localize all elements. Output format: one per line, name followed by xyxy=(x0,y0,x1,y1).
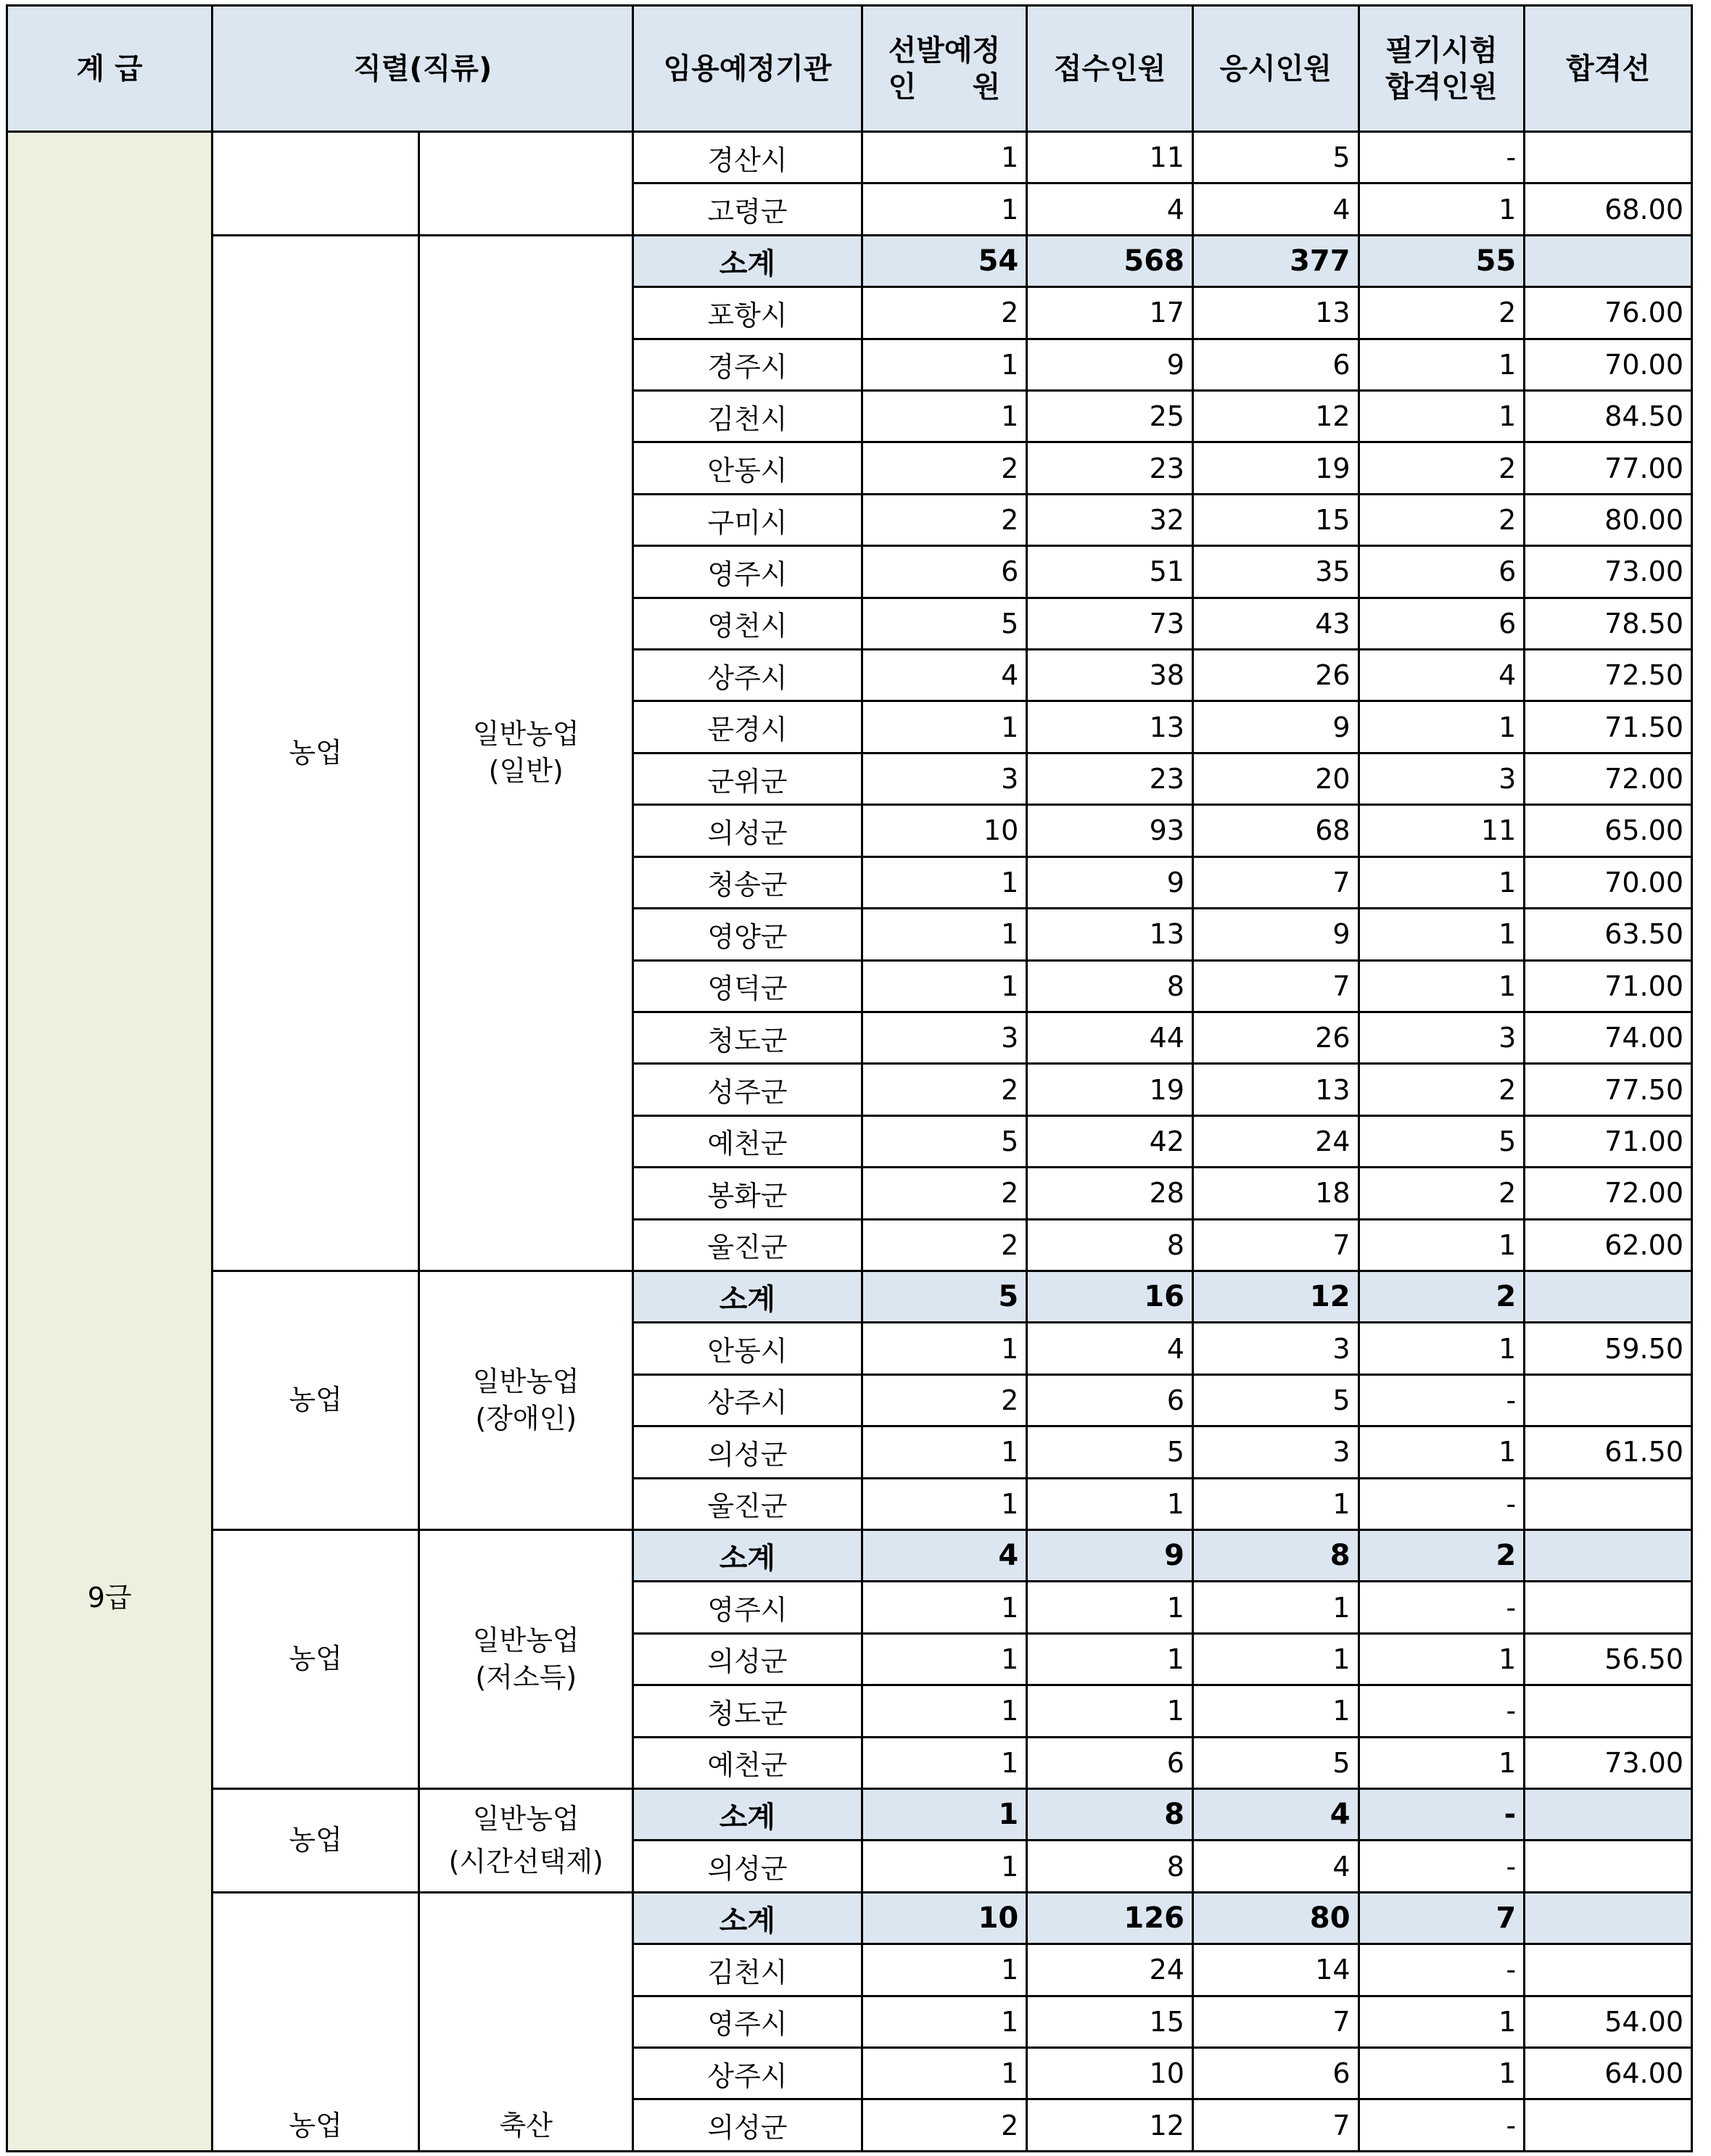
planned-cell: 2 xyxy=(862,287,1027,339)
applicants-cell: 44 xyxy=(1027,1012,1193,1063)
examinees-cell: 13 xyxy=(1192,1064,1359,1115)
planned-cell: 1 xyxy=(862,391,1027,442)
planned-cell: 1 xyxy=(862,1633,1027,1685)
agency-cell: 소계 xyxy=(633,1789,862,1841)
planned-cell: 1 xyxy=(862,1841,1027,1892)
agency-cell: 성주군 xyxy=(633,1064,862,1115)
applicants-cell: 23 xyxy=(1027,442,1193,494)
subcategory-line2: (장애인) xyxy=(475,1402,577,1434)
planned-cell: 1 xyxy=(862,701,1027,753)
examinees-cell: 7 xyxy=(1192,1219,1359,1271)
agency-cell: 울진군 xyxy=(633,1219,862,1271)
planned-cell: 3 xyxy=(862,1012,1027,1063)
passed-cell: 1 xyxy=(1359,701,1525,753)
agency-cell: 청도군 xyxy=(633,1012,862,1063)
cutoff-cell xyxy=(1525,132,1692,183)
cutoff-cell xyxy=(1525,1374,1692,1426)
agency-cell: 예천군 xyxy=(633,1115,862,1167)
agency-cell: 안동시 xyxy=(633,442,862,494)
agency-cell: 경산시 xyxy=(633,132,862,183)
applicants-cell: 11 xyxy=(1027,132,1193,183)
planned-cell: 2 xyxy=(862,494,1027,545)
header-planned xyxy=(862,6,1027,132)
agency-cell: 구미시 xyxy=(633,494,862,545)
cutoff-cell: 71.00 xyxy=(1525,1115,1692,1167)
passed-cell: - xyxy=(1359,1582,1525,1633)
examinees-cell: 26 xyxy=(1192,650,1359,701)
cutoff-cell: 77.00 xyxy=(1525,442,1692,494)
subcategory-line1: 일반농업 xyxy=(472,1803,580,1835)
planned-cell: 1 xyxy=(862,132,1027,183)
category-label: 농업 xyxy=(289,1824,342,1856)
passed-cell: 6 xyxy=(1359,598,1525,649)
examinees-cell: 4 xyxy=(1192,183,1359,235)
planned-cell: 1 xyxy=(862,1685,1027,1737)
applicants-cell: 12 xyxy=(1027,2099,1193,2152)
applicants-cell: 19 xyxy=(1027,1064,1193,1115)
cutoff-cell xyxy=(1525,1841,1692,1892)
subcategory-line1: 일반농업 xyxy=(472,718,580,751)
category-label: 농업 xyxy=(289,1643,342,1675)
applicants-cell: 8 xyxy=(1027,1219,1193,1271)
passed-cell: 2 xyxy=(1359,287,1525,339)
planned-cell: 1 xyxy=(862,183,1027,235)
examinees-cell: 18 xyxy=(1192,1168,1359,1219)
applicants-cell: 4 xyxy=(1027,1323,1193,1374)
planned-cell: 1 xyxy=(862,856,1027,908)
planned-cell: 2 xyxy=(862,1219,1027,1271)
agency-cell: 안동시 xyxy=(633,1323,862,1374)
passed-cell: - xyxy=(1359,1374,1525,1426)
cutoff-cell: 78.50 xyxy=(1525,598,1692,649)
header-cutoff: 합격선 xyxy=(1525,6,1692,132)
applicants-cell: 25 xyxy=(1027,391,1193,442)
examinees-cell: 43 xyxy=(1192,598,1359,649)
agency-cell: 영주시 xyxy=(633,1996,862,2047)
planned-cell: 1 xyxy=(862,960,1027,1012)
examinees-cell: 20 xyxy=(1192,753,1359,804)
planned-cell: 2 xyxy=(862,1168,1027,1219)
examinees-cell: 26 xyxy=(1192,1012,1359,1063)
passed-cell: 1 xyxy=(1359,1737,1525,1788)
examinees-cell: 377 xyxy=(1192,235,1359,286)
agency-cell: 의성군 xyxy=(633,805,862,856)
examinees-cell: 13 xyxy=(1192,287,1359,339)
passed-cell: 2 xyxy=(1359,442,1525,494)
cutoff-cell: 64.00 xyxy=(1525,2048,1692,2099)
applicants-cell: 4 xyxy=(1027,183,1193,235)
applicants-cell: 1 xyxy=(1027,1633,1193,1685)
cutoff-cell: 71.50 xyxy=(1525,701,1692,753)
agency-cell: 영양군 xyxy=(633,909,862,960)
agency-cell: 울진군 xyxy=(633,1478,862,1529)
agency-cell: 영천시 xyxy=(633,598,862,649)
cutoff-cell xyxy=(1525,2099,1692,2152)
cutoff-cell: 63.50 xyxy=(1525,909,1692,960)
subcategory-line2: (시간선택제) xyxy=(448,1845,603,1878)
header-planned-line1: 선발예정 xyxy=(888,33,1001,67)
applicants-cell: 8 xyxy=(1027,1841,1193,1892)
applicants-cell: 17 xyxy=(1027,287,1193,339)
planned-cell: 1 xyxy=(862,339,1027,390)
applicants-cell: 23 xyxy=(1027,753,1193,804)
applicants-cell: 9 xyxy=(1027,1529,1193,1581)
category-cell xyxy=(213,1892,419,2151)
passed-cell: 2 xyxy=(1359,1064,1525,1115)
passed-cell: 1 xyxy=(1359,183,1525,235)
passed-cell: 2 xyxy=(1359,494,1525,545)
passed-cell: 1 xyxy=(1359,909,1525,960)
passed-cell: 11 xyxy=(1359,805,1525,856)
subcategory-cell xyxy=(419,235,633,1271)
grade-label: 9급 xyxy=(87,1581,132,1614)
agency-cell: 봉화군 xyxy=(633,1168,862,1219)
header-planned-line2a: 인 xyxy=(888,70,917,104)
planned-cell: 1 xyxy=(862,2048,1027,2099)
cutoff-cell: 70.00 xyxy=(1525,856,1692,908)
passed-cell: - xyxy=(1359,1944,1525,1996)
examinees-cell: 35 xyxy=(1192,546,1359,598)
cutoff-cell: 73.00 xyxy=(1525,1737,1692,1788)
planned-cell: 4 xyxy=(862,1529,1027,1581)
subcategory-line1: 축산 xyxy=(499,2109,553,2141)
header-row xyxy=(7,6,1692,132)
passed-cell: 1 xyxy=(1359,1219,1525,1271)
subcategory-cell xyxy=(419,1529,633,1788)
cutoff-cell xyxy=(1525,1789,1692,1841)
examinees-cell: 9 xyxy=(1192,909,1359,960)
planned-cell: 4 xyxy=(862,650,1027,701)
examinees-cell: 68 xyxy=(1192,805,1359,856)
examinees-cell: 14 xyxy=(1192,1944,1359,1996)
passed-cell: 2 xyxy=(1359,1271,1525,1322)
examinees-cell: 4 xyxy=(1192,1789,1359,1841)
subtotal-row xyxy=(7,1271,1692,1322)
examinees-cell: 6 xyxy=(1192,339,1359,390)
passed-cell: 1 xyxy=(1359,856,1525,908)
applicants-cell: 10 xyxy=(1027,2048,1193,2099)
subcategory-cell xyxy=(419,1789,633,1893)
agency-cell: 고령군 xyxy=(633,183,862,235)
passed-cell: 1 xyxy=(1359,2048,1525,2099)
table-row xyxy=(7,132,1692,183)
cutoff-cell: 80.00 xyxy=(1525,494,1692,545)
planned-cell: 2 xyxy=(862,2099,1027,2152)
header-applicants: 접수인원 xyxy=(1027,6,1193,132)
applicants-cell: 24 xyxy=(1027,1944,1193,1996)
examinees-cell: 7 xyxy=(1192,1996,1359,2047)
passed-cell: 1 xyxy=(1359,1323,1525,1374)
agency-cell: 군위군 xyxy=(633,753,862,804)
passed-cell: 1 xyxy=(1359,1996,1525,2047)
cutoff-cell: 74.00 xyxy=(1525,1012,1692,1063)
applicants-cell: 13 xyxy=(1027,701,1193,753)
category-label: 농업 xyxy=(289,736,342,769)
subcategory-line2: (저소득) xyxy=(475,1661,577,1693)
examinees-cell: 12 xyxy=(1192,1271,1359,1322)
passed-cell: 7 xyxy=(1359,1892,1525,1944)
cutoff-cell xyxy=(1525,1685,1692,1737)
planned-cell: 10 xyxy=(862,805,1027,856)
examinees-cell: 3 xyxy=(1192,1323,1359,1374)
category-cell xyxy=(213,1529,419,1788)
header-passed-line1: 필기시험 xyxy=(1385,33,1498,67)
cutoff-cell xyxy=(1525,1529,1692,1581)
agency-cell: 소계 xyxy=(633,1892,862,1944)
applicants-cell: 1 xyxy=(1027,1582,1193,1633)
planned-cell: 1 xyxy=(862,1478,1027,1529)
planned-cell: 1 xyxy=(862,1789,1027,1841)
agency-cell: 청송군 xyxy=(633,856,862,908)
planned-cell: 10 xyxy=(862,1892,1027,1944)
planned-cell: 5 xyxy=(862,1271,1027,1322)
cutoff-cell: 84.50 xyxy=(1525,391,1692,442)
cutoff-cell xyxy=(1525,1944,1692,1996)
agency-cell: 의성군 xyxy=(633,1426,862,1478)
applicants-cell: 1 xyxy=(1027,1478,1193,1529)
applicants-cell: 28 xyxy=(1027,1168,1193,1219)
cutoff-cell: 61.50 xyxy=(1525,1426,1692,1478)
applicants-cell: 73 xyxy=(1027,598,1193,649)
subcategory-line1: 일반농업 xyxy=(472,1365,580,1397)
cutoff-cell: 72.00 xyxy=(1525,753,1692,804)
subcategory-cell xyxy=(419,1892,633,2151)
subtotal-row xyxy=(7,235,1692,286)
passed-cell: 1 xyxy=(1359,391,1525,442)
examinees-cell: 1 xyxy=(1192,1478,1359,1529)
category-cell xyxy=(213,1271,419,1529)
cutoff-cell: 73.00 xyxy=(1525,546,1692,598)
applicants-cell: 126 xyxy=(1027,1892,1193,1944)
passed-cell: 5 xyxy=(1359,1115,1525,1167)
applicants-cell: 568 xyxy=(1027,235,1193,286)
agency-cell: 소계 xyxy=(633,235,862,286)
agency-cell: 포항시 xyxy=(633,287,862,339)
applicants-cell: 9 xyxy=(1027,856,1193,908)
examinees-cell: 1 xyxy=(1192,1633,1359,1685)
cutoff-cell: 62.00 xyxy=(1525,1219,1692,1271)
agency-cell: 영주시 xyxy=(633,1582,862,1633)
examinees-cell: 5 xyxy=(1192,132,1359,183)
passed-cell: 1 xyxy=(1359,1426,1525,1478)
header-passed-line2: 합격인원 xyxy=(1385,70,1498,104)
applicants-cell: 6 xyxy=(1027,1374,1193,1426)
applicants-cell: 5 xyxy=(1027,1426,1193,1478)
examinees-cell: 19 xyxy=(1192,442,1359,494)
examinees-cell: 1 xyxy=(1192,1582,1359,1633)
exam-results-table xyxy=(6,4,1693,2152)
agency-cell: 상주시 xyxy=(633,2048,862,2099)
planned-cell: 1 xyxy=(862,1323,1027,1374)
subtotal-row xyxy=(7,1892,1692,1944)
header-examinees: 응시인원 xyxy=(1192,6,1359,132)
cutoff-cell: 54.00 xyxy=(1525,1996,1692,2047)
passed-cell: - xyxy=(1359,1789,1525,1841)
cutoff-cell xyxy=(1525,1892,1692,1944)
subcategory-line2: (일반) xyxy=(488,755,564,788)
cutoff-cell xyxy=(1525,1478,1692,1529)
category-label: 농업 xyxy=(289,1384,342,1416)
applicants-cell: 42 xyxy=(1027,1115,1193,1167)
cutoff-cell xyxy=(1525,235,1692,286)
header-passed xyxy=(1359,6,1525,132)
cutoff-cell: 72.50 xyxy=(1525,650,1692,701)
agency-cell: 의성군 xyxy=(633,2099,862,2152)
cutoff-cell: 68.00 xyxy=(1525,183,1692,235)
passed-cell: 1 xyxy=(1359,1633,1525,1685)
header-agency: 임용예정기관 xyxy=(633,6,862,132)
agency-cell: 상주시 xyxy=(633,650,862,701)
planned-cell: 1 xyxy=(862,1737,1027,1788)
applicants-cell: 16 xyxy=(1027,1271,1193,1322)
applicants-cell: 32 xyxy=(1027,494,1193,545)
planned-cell: 1 xyxy=(862,1426,1027,1478)
passed-cell: 3 xyxy=(1359,753,1525,804)
header-series: 직렬(직류) xyxy=(213,6,633,132)
cutoff-cell: 76.00 xyxy=(1525,287,1692,339)
cutoff-cell: 59.50 xyxy=(1525,1323,1692,1374)
planned-cell: 3 xyxy=(862,753,1027,804)
examinees-cell: 80 xyxy=(1192,1892,1359,1944)
planned-cell: 6 xyxy=(862,546,1027,598)
applicants-cell: 1 xyxy=(1027,1685,1193,1737)
header-planned-line2b: 원 xyxy=(972,70,1001,104)
cutoff-cell: 72.00 xyxy=(1525,1168,1692,1219)
planned-cell: 1 xyxy=(862,909,1027,960)
planned-cell: 2 xyxy=(862,442,1027,494)
planned-cell: 2 xyxy=(862,1064,1027,1115)
cutoff-cell: 77.50 xyxy=(1525,1064,1692,1115)
applicants-cell: 38 xyxy=(1027,650,1193,701)
passed-cell: 2 xyxy=(1359,1168,1525,1219)
examinees-cell: 5 xyxy=(1192,1374,1359,1426)
examinees-cell: 6 xyxy=(1192,2048,1359,2099)
applicants-cell: 13 xyxy=(1027,909,1193,960)
agency-cell: 예천군 xyxy=(633,1737,862,1788)
planned-cell: 1 xyxy=(862,1996,1027,2047)
cutoff-cell xyxy=(1525,1271,1692,1322)
agency-cell: 상주시 xyxy=(633,1374,862,1426)
passed-cell: - xyxy=(1359,1841,1525,1892)
applicants-cell: 8 xyxy=(1027,1789,1193,1841)
examinees-cell: 9 xyxy=(1192,701,1359,753)
examinees-cell: 7 xyxy=(1192,960,1359,1012)
passed-cell: 55 xyxy=(1359,235,1525,286)
agency-cell: 김천시 xyxy=(633,391,862,442)
cutoff-cell xyxy=(1525,1582,1692,1633)
cutoff-cell: 56.50 xyxy=(1525,1633,1692,1685)
subcategory-line1: 일반농업 xyxy=(472,1624,580,1656)
category-cell xyxy=(213,235,419,1271)
planned-cell: 1 xyxy=(862,1582,1027,1633)
category-cell-empty xyxy=(213,132,419,236)
cutoff-cell: 65.00 xyxy=(1525,805,1692,856)
subcategory-cell-empty xyxy=(419,132,633,236)
examinees-cell: 12 xyxy=(1192,391,1359,442)
passed-cell: - xyxy=(1359,1478,1525,1529)
agency-cell: 김천시 xyxy=(633,1944,862,1996)
examinees-cell: 7 xyxy=(1192,856,1359,908)
planned-cell: 5 xyxy=(862,1115,1027,1167)
subtotal-row xyxy=(7,1529,1692,1581)
agency-cell: 의성군 xyxy=(633,1633,862,1685)
passed-cell: - xyxy=(1359,1685,1525,1737)
passed-cell: 3 xyxy=(1359,1012,1525,1063)
planned-cell: 1 xyxy=(862,1944,1027,1996)
agency-cell: 소계 xyxy=(633,1271,862,1322)
examinees-cell: 15 xyxy=(1192,494,1359,545)
examinees-cell: 1 xyxy=(1192,1685,1359,1737)
agency-cell: 청도군 xyxy=(633,1685,862,1737)
planned-cell: 2 xyxy=(862,1374,1027,1426)
passed-cell: - xyxy=(1359,132,1525,183)
subtotal-row xyxy=(7,1789,1692,1841)
planned-cell: 54 xyxy=(862,235,1027,286)
agency-cell: 문경시 xyxy=(633,701,862,753)
agency-cell: 소계 xyxy=(633,1529,862,1581)
cutoff-cell: 71.00 xyxy=(1525,960,1692,1012)
passed-cell: 1 xyxy=(1359,960,1525,1012)
header-grade: 계 급 xyxy=(7,6,213,132)
category-cell xyxy=(213,1789,419,1893)
category-label: 농업 xyxy=(289,2109,342,2141)
applicants-cell: 8 xyxy=(1027,960,1193,1012)
subcategory-cell xyxy=(419,1271,633,1529)
examinees-cell: 4 xyxy=(1192,1841,1359,1892)
agency-cell: 의성군 xyxy=(633,1841,862,1892)
passed-cell: 4 xyxy=(1359,650,1525,701)
passed-cell: 2 xyxy=(1359,1529,1525,1581)
cutoff-cell: 70.00 xyxy=(1525,339,1692,390)
examinees-cell: 3 xyxy=(1192,1426,1359,1478)
examinees-cell: 24 xyxy=(1192,1115,1359,1167)
agency-cell: 영덕군 xyxy=(633,960,862,1012)
agency-cell: 경주시 xyxy=(633,339,862,390)
applicants-cell: 9 xyxy=(1027,339,1193,390)
planned-cell: 5 xyxy=(862,598,1027,649)
examinees-cell: 8 xyxy=(1192,1529,1359,1581)
applicants-cell: 15 xyxy=(1027,1996,1193,2047)
passed-cell: - xyxy=(1359,2099,1525,2152)
applicants-cell: 93 xyxy=(1027,805,1193,856)
applicants-cell: 51 xyxy=(1027,546,1193,598)
examinees-cell: 5 xyxy=(1192,1737,1359,1788)
examinees-cell: 7 xyxy=(1192,2099,1359,2152)
passed-cell: 1 xyxy=(1359,339,1525,390)
grade-cell xyxy=(7,132,213,2152)
agency-cell: 영주시 xyxy=(633,546,862,598)
applicants-cell: 6 xyxy=(1027,1737,1193,1788)
passed-cell: 6 xyxy=(1359,546,1525,598)
results-table-page xyxy=(6,4,1693,2152)
